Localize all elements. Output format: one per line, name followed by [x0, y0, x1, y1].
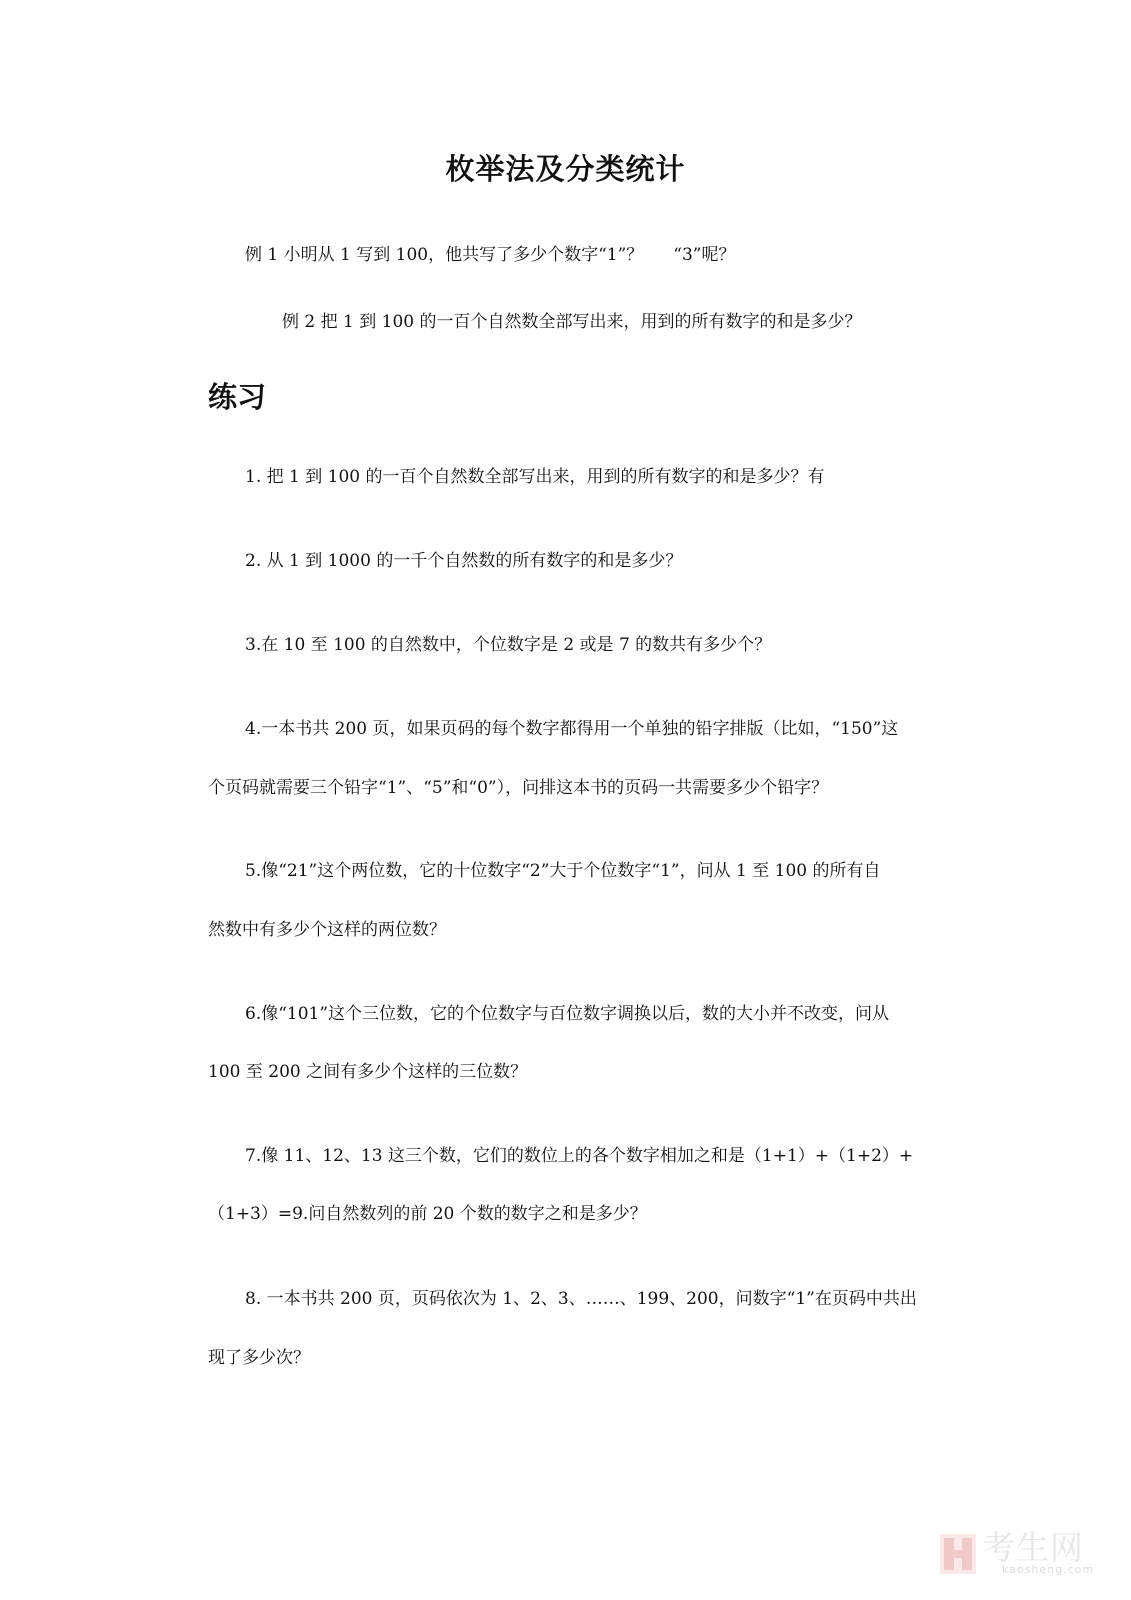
watermark-subtext: kaosheng.com	[1002, 1563, 1095, 1576]
problem-3-line-1: 3.在 10 至 100 的自然数中，个位数字是 2 或是 7 的数共有多少个？	[245, 635, 772, 655]
problem-5-line-1: 5.像“21”这个两位数，它的十位数字“2”大于个位数字“1”，问从 1 至 100 的所有自	[245, 861, 881, 881]
problem-1-line-1: 1. 把 1 到 100 的一百个自然数全部写出来，用到的所有数字的和是多少？有	[245, 467, 825, 487]
watermark-logo-icon	[940, 1534, 976, 1574]
problem-8-line-2: 现了多少次？	[208, 1348, 310, 1368]
page-title: 枚举法及分类统计	[445, 152, 686, 186]
problem-7-line-1: 7.像 11、12、13 这三个数，它们的数位上的各个数字相加之和是（1+1）+（1+2）+	[245, 1146, 914, 1166]
problem-8-line-1: 8. 一本书共 200 页，页码依次为 1、2、3、……、199、200，问数字“1”在页码中共出	[245, 1289, 917, 1309]
section-heading-practice: 练习	[208, 380, 267, 414]
problem-4-line-1: 4.一本书共 200 页，如果页码的每个数字都得用一个单独的铅字排版（比如，“150”这	[245, 719, 899, 739]
problem-6-line-1: 6.像“101”这个三位数，它的个位数字与百位数字调换以后，数的大小并不改变，问从	[245, 1004, 890, 1024]
example-1	[245, 244, 736, 266]
example-2: 例 2 把 1 到 100 的一百个自然数全部写出来，用到的所有数字的和是多少？	[282, 312, 862, 332]
watermark	[940, 1530, 1105, 1578]
watermark-text: 考生网	[982, 1528, 1084, 1567]
problem-2-line-1: 2. 从 1 到 1000 的一千个自然数的所有数字的和是多少？	[245, 551, 683, 571]
problem-5-line-2: 然数中有多少个这样的两位数？	[208, 920, 446, 940]
problem-4-line-2: 个页码就需要三个铅字“1”、“5”和“0”），问排这本书的页码一共需要多少个铅字？	[208, 778, 829, 798]
problem-6-line-2: 100 至 200 之间有多少个这样的三位数？	[208, 1062, 528, 1082]
problem-7-line-2: （1+3）=9.问自然数列的前 20 个数的数字之和是多少？	[208, 1204, 647, 1224]
example-1-question: 例 1 小明从 1 写到 100，他共写了多少个数字“1”？	[245, 245, 644, 265]
example-1-followup: “3”呢？	[673, 245, 736, 265]
